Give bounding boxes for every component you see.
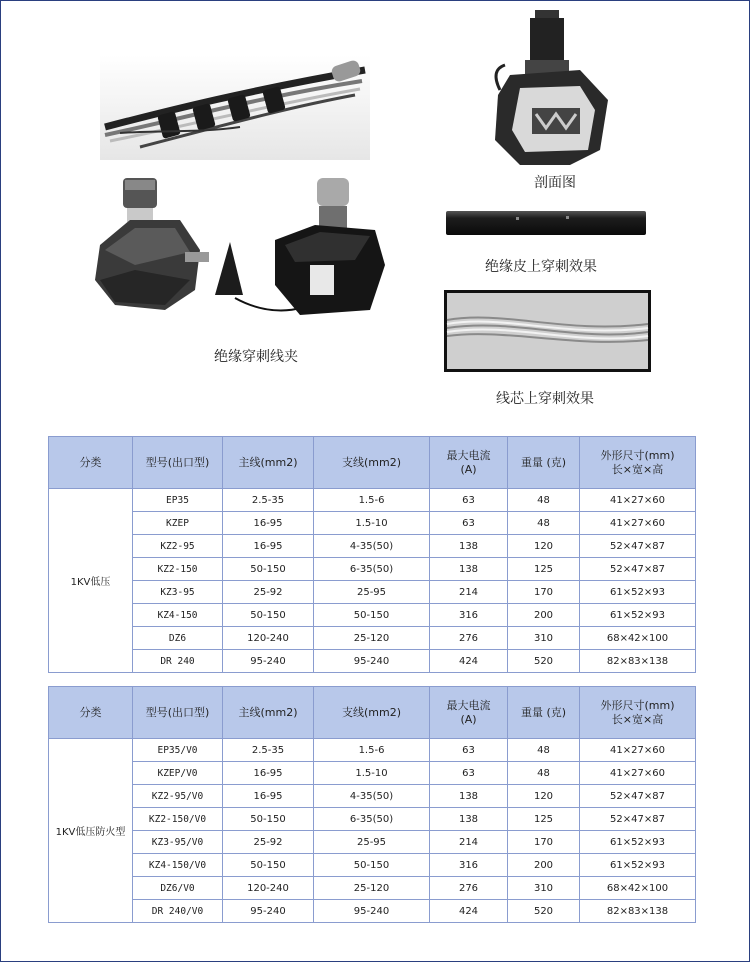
model-cell: EP35 [133, 489, 223, 512]
branch-line-cell: 6-35(50) [314, 808, 430, 831]
branch-line-cell: 25-120 [314, 627, 430, 650]
header-model: 型号(出口型) [133, 437, 223, 489]
model-cell: KZ3-95/V0 [133, 831, 223, 854]
model-cell: KZ3-95 [133, 581, 223, 604]
branch-line-cell: 25-95 [314, 831, 430, 854]
main-line-cell: 2.5-35 [223, 739, 314, 762]
model-cell: KZ2-95 [133, 535, 223, 558]
table-row [49, 877, 696, 900]
weight-cell: 520 [508, 650, 580, 673]
main-line-cell: 50-150 [223, 604, 314, 627]
model-cell: DR 240/V0 [133, 900, 223, 923]
model-cell: KZ4-150/V0 [133, 854, 223, 877]
weight-cell: 520 [508, 900, 580, 923]
main-line-cell: 16-95 [223, 785, 314, 808]
branch-line-cell: 4-35(50) [314, 785, 430, 808]
model-cell: EP35/V0 [133, 739, 223, 762]
branch-line-cell: 1.5-10 [314, 512, 430, 535]
main-line-cell: 16-95 [223, 762, 314, 785]
weight-cell: 170 [508, 831, 580, 854]
table-row [49, 739, 696, 762]
table-row [49, 831, 696, 854]
branch-line-cell: 95-240 [314, 900, 430, 923]
header-branch-line: 支线(mm2) [314, 687, 430, 739]
caption-section: 剖面图 [534, 175, 576, 191]
branch-line-cell: 6-35(50) [314, 558, 430, 581]
size-cell: 61×52×93 [580, 831, 696, 854]
main-line-cell: 95-240 [223, 650, 314, 673]
cross-section-image [480, 10, 610, 170]
weight-cell: 48 [508, 739, 580, 762]
insulation-cable-image [446, 208, 646, 238]
header-max-current: 最大电流 (A) [430, 687, 508, 739]
main-line-cell: 95-240 [223, 900, 314, 923]
current-cell: 138 [430, 535, 508, 558]
branch-line-cell: 1.5-6 [314, 489, 430, 512]
weight-cell: 200 [508, 854, 580, 877]
current-cell: 63 [430, 739, 508, 762]
caption-insulation-effect: 绝缘皮上穿刺效果 [485, 259, 597, 275]
core-strands-image [444, 290, 651, 372]
current-cell: 424 [430, 650, 508, 673]
weight-cell: 310 [508, 627, 580, 650]
header-dimensions: 外形尺寸(mm) 长×宽×高 [580, 687, 696, 739]
size-cell: 41×27×60 [580, 762, 696, 785]
header-dimensions: 外形尺寸(mm) 长×宽×高 [580, 437, 696, 489]
size-cell: 52×47×87 [580, 535, 696, 558]
category-cell: 1KV低压防火型 [49, 739, 133, 923]
main-line-cell: 50-150 [223, 558, 314, 581]
model-cell: DZ6 [133, 627, 223, 650]
size-cell: 52×47×87 [580, 558, 696, 581]
current-cell: 316 [430, 854, 508, 877]
current-cell: 214 [430, 831, 508, 854]
main-line-cell: 16-95 [223, 512, 314, 535]
main-line-cell: 50-150 [223, 854, 314, 877]
size-cell: 61×52×93 [580, 581, 696, 604]
model-cell: KZ2-150/V0 [133, 808, 223, 831]
size-cell: 52×47×87 [580, 808, 696, 831]
header-main-line: 主线(mm2) [223, 437, 314, 489]
cable-assembly-image [100, 55, 370, 160]
main-line-cell: 25-92 [223, 831, 314, 854]
branch-line-cell: 50-150 [314, 854, 430, 877]
weight-cell: 48 [508, 762, 580, 785]
size-cell: 68×42×100 [580, 627, 696, 650]
spec-table-fireproof [48, 686, 696, 923]
category-cell: 1KV低压 [49, 489, 133, 673]
table-header-row [49, 437, 696, 489]
current-cell: 63 [430, 489, 508, 512]
header-model: 型号(出口型) [133, 687, 223, 739]
caption-core-effect: 线芯上穿刺效果 [496, 391, 594, 407]
weight-cell: 125 [508, 808, 580, 831]
size-cell: 41×27×60 [580, 489, 696, 512]
model-cell: DZ6/V0 [133, 877, 223, 900]
branch-line-cell: 1.5-6 [314, 739, 430, 762]
spec-table-standard [48, 436, 696, 673]
branch-line-cell: 50-150 [314, 604, 430, 627]
header-weight: 重量 (克) [508, 687, 580, 739]
header-main-line: 主线(mm2) [223, 687, 314, 739]
caption-clamp: 绝缘穿刺线夹 [214, 349, 298, 365]
weight-cell: 310 [508, 877, 580, 900]
table-row [49, 489, 696, 512]
weight-cell: 200 [508, 604, 580, 627]
size-cell: 41×27×60 [580, 739, 696, 762]
table-row [49, 900, 696, 923]
main-line-cell: 120-240 [223, 627, 314, 650]
current-cell: 138 [430, 558, 508, 581]
current-cell: 424 [430, 900, 508, 923]
branch-line-cell: 95-240 [314, 650, 430, 673]
main-line-cell: 50-150 [223, 808, 314, 831]
header-category: 分类 [49, 437, 133, 489]
main-line-cell: 120-240 [223, 877, 314, 900]
size-cell: 41×27×60 [580, 512, 696, 535]
table-row [49, 808, 696, 831]
table-header-row [49, 687, 696, 739]
model-cell: KZEP [133, 512, 223, 535]
branch-line-cell: 4-35(50) [314, 535, 430, 558]
header-branch-line: 支线(mm2) [314, 437, 430, 489]
table-row [49, 785, 696, 808]
model-cell: KZ2-150 [133, 558, 223, 581]
weight-cell: 170 [508, 581, 580, 604]
current-cell: 63 [430, 762, 508, 785]
table-row [49, 627, 696, 650]
branch-line-cell: 25-95 [314, 581, 430, 604]
model-cell: KZ4-150 [133, 604, 223, 627]
main-line-cell: 16-95 [223, 535, 314, 558]
current-cell: 63 [430, 512, 508, 535]
table-row [49, 535, 696, 558]
clamp-pair-image [85, 170, 395, 330]
main-line-cell: 2.5-35 [223, 489, 314, 512]
table-row [49, 650, 696, 673]
weight-cell: 48 [508, 489, 580, 512]
table-row [49, 558, 696, 581]
size-cell: 82×83×138 [580, 650, 696, 673]
weight-cell: 120 [508, 535, 580, 558]
header-weight: 重量 (克) [508, 437, 580, 489]
model-cell: DR 240 [133, 650, 223, 673]
size-cell: 52×47×87 [580, 785, 696, 808]
header-category: 分类 [49, 687, 133, 739]
current-cell: 276 [430, 627, 508, 650]
size-cell: 61×52×93 [580, 854, 696, 877]
weight-cell: 125 [508, 558, 580, 581]
branch-line-cell: 1.5-10 [314, 762, 430, 785]
model-cell: KZEP/V0 [133, 762, 223, 785]
table-row [49, 854, 696, 877]
branch-line-cell: 25-120 [314, 877, 430, 900]
weight-cell: 120 [508, 785, 580, 808]
current-cell: 214 [430, 581, 508, 604]
current-cell: 138 [430, 808, 508, 831]
model-cell: KZ2-95/V0 [133, 785, 223, 808]
current-cell: 316 [430, 604, 508, 627]
header-max-current: 最大电流 (A) [430, 437, 508, 489]
size-cell: 82×83×138 [580, 900, 696, 923]
main-line-cell: 25-92 [223, 581, 314, 604]
table-row [49, 581, 696, 604]
table-row [49, 512, 696, 535]
size-cell: 61×52×93 [580, 604, 696, 627]
current-cell: 138 [430, 785, 508, 808]
table-row [49, 762, 696, 785]
table-row [49, 604, 696, 627]
size-cell: 68×42×100 [580, 877, 696, 900]
weight-cell: 48 [508, 512, 580, 535]
current-cell: 276 [430, 877, 508, 900]
